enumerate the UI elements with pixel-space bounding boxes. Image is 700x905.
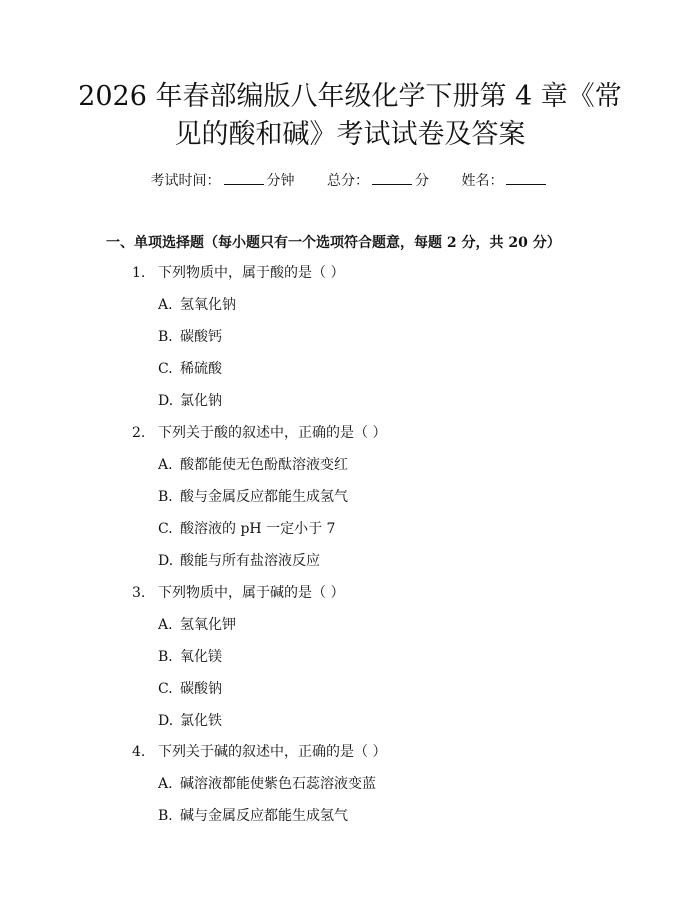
total-score-blank [372, 172, 412, 185]
option-text: 氢氧化钾 [180, 617, 236, 633]
option-text: 酸与金属反应都能生成氢气 [180, 489, 348, 505]
option-3a [158, 614, 236, 634]
exam-info-line [0, 170, 700, 190]
option-1a [158, 294, 236, 314]
question-number: 1. [132, 265, 146, 281]
exam-time-field [151, 170, 295, 190]
option-1c [158, 358, 222, 378]
question-2 [132, 422, 386, 442]
total-score-label: 总分： [327, 173, 369, 189]
option-4a [158, 773, 376, 793]
option-3d [158, 710, 222, 730]
option-1b [158, 326, 222, 346]
option-letter: B. [158, 808, 173, 824]
option-letter: C. [158, 521, 173, 537]
option-2c [158, 518, 335, 538]
option-text: 碱溶液都能使紫色石蕊溶液变蓝 [180, 776, 376, 792]
option-3c [158, 678, 222, 698]
option-letter: D. [158, 393, 174, 409]
question-text: 下列关于碱的叙述中，正确的是（ ） [158, 744, 387, 760]
exam-time-unit: 分钟 [266, 173, 295, 189]
question-1 [132, 262, 344, 282]
option-2d [158, 550, 320, 570]
question-3 [132, 582, 344, 602]
student-name-field [461, 170, 549, 190]
exam-title-line-2: 见的酸和碱》考试试卷及答案 [174, 119, 526, 150]
option-letter: C. [158, 681, 173, 697]
option-letter: A. [158, 776, 173, 792]
option-text: 氯化钠 [180, 393, 222, 409]
student-name-blank [506, 172, 546, 185]
option-letter: B. [158, 649, 173, 665]
question-number: 4. [132, 744, 146, 760]
option-text: 氧化镁 [180, 649, 222, 665]
option-text: 酸能与所有盐溶液反应 [180, 553, 320, 569]
question-text: 下列物质中，属于碱的是（ ） [158, 585, 345, 601]
option-letter: A. [158, 457, 173, 473]
exam-time-label: 考试时间： [150, 173, 221, 189]
option-text: 酸溶液的 pH 一定小于 7 [180, 521, 336, 537]
option-letter: B. [158, 329, 173, 345]
option-text: 碱与金属反应都能生成氢气 [180, 808, 348, 824]
option-2a [158, 454, 348, 474]
option-letter: D. [158, 553, 174, 569]
question-text: 下列物质中，属于酸的是（ ） [158, 265, 345, 281]
option-letter: C. [158, 361, 173, 377]
question-number: 2. [132, 425, 146, 441]
exam-time-blank [224, 172, 264, 185]
total-score-field [327, 170, 429, 190]
section-heading-single-choice: 一、单项选择题（每小题只有一个选项符合题意，每题 2 分，共 20 分） [106, 235, 561, 251]
question-text: 下列关于酸的叙述中，正确的是（ ） [158, 425, 387, 441]
student-name-label: 姓名： [461, 173, 504, 189]
option-3b [158, 646, 222, 666]
exam-title-line-1: 2026 年春部编版八年级化学下册第 4 章《常 [78, 81, 622, 112]
option-2b [158, 486, 348, 506]
exam-title [60, 78, 640, 154]
option-text: 碳酸钠 [180, 681, 222, 697]
option-letter: B. [158, 489, 173, 505]
option-letter: A. [158, 617, 173, 633]
option-text: 氢氧化钠 [180, 297, 236, 313]
question-4 [132, 741, 386, 761]
option-text: 稀硫酸 [180, 361, 222, 377]
question-number: 3. [132, 585, 146, 601]
option-1d [158, 390, 222, 410]
option-letter: A. [158, 297, 173, 313]
option-text: 碳酸钙 [180, 329, 222, 345]
option-text: 氯化铁 [180, 713, 222, 729]
option-4b [158, 805, 348, 825]
total-score-unit: 分 [415, 173, 429, 189]
option-letter: D. [158, 713, 174, 729]
option-text: 酸都能使无色酚酞溶液变红 [180, 457, 348, 473]
